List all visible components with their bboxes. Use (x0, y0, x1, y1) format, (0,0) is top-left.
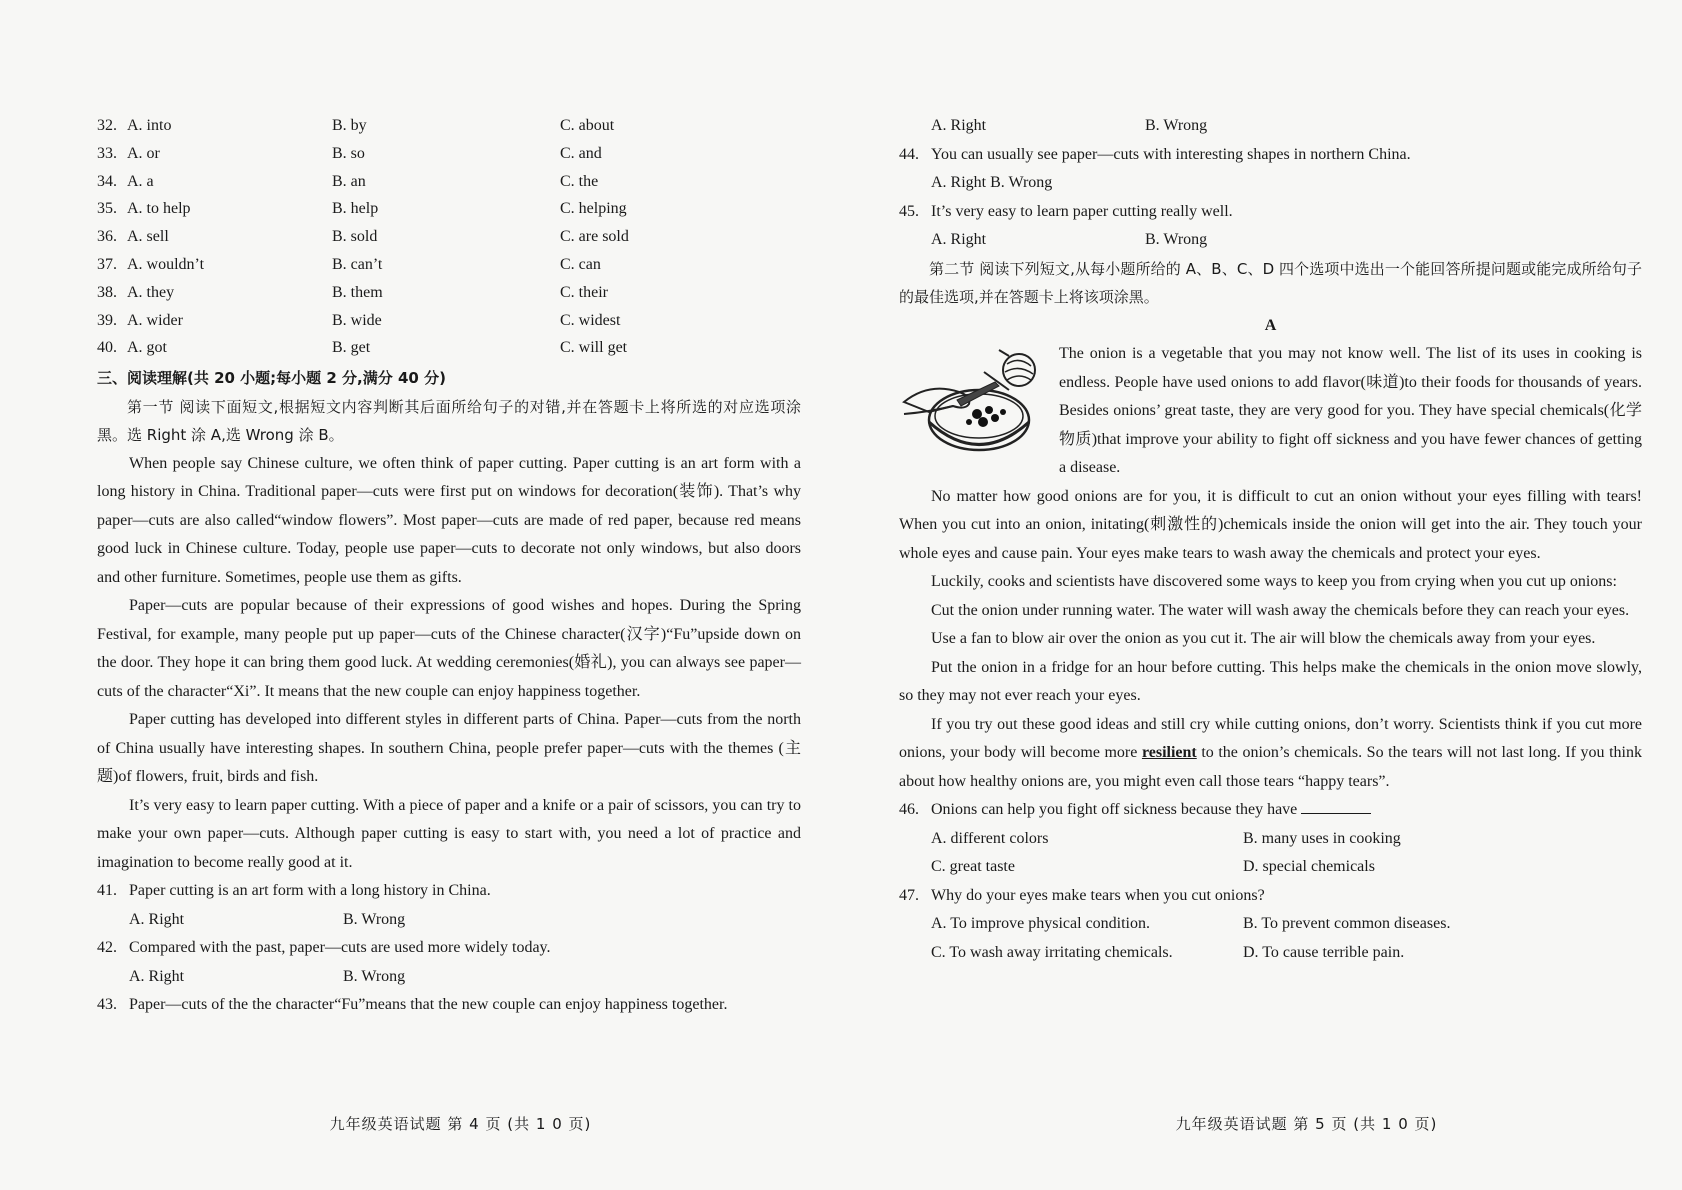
option-b[interactable]: B. help (332, 200, 379, 218)
option-a[interactable]: A. into (127, 117, 172, 134)
section2-instruction: 第二节 阅读下列短文,从每小题所给的 A、B、C、D 四个选项中选出一个能回答所提问题或能完成所给句子的最佳选项,并在答题卡上将该项涂黑。 (899, 259, 1642, 306)
option-row (97, 334, 801, 362)
option-c[interactable]: C. and (560, 144, 602, 162)
option-row (97, 279, 801, 307)
onion-cutting-illustration (899, 342, 1049, 460)
option-b[interactable]: B. them (332, 283, 383, 301)
option-c[interactable]: C. great taste (931, 858, 1015, 875)
option-b[interactable]: B. so (332, 144, 365, 162)
question-number: 36. (97, 228, 117, 246)
passage-paragraph: Paper cutting has developed into different styles in different parts of China. Paper—cuts from the north of China usually have interesting shapes. In southern China, people prefer paper—cuts with the themes (主题)of flowers, fruit, birds and fish. (97, 711, 801, 786)
option-a[interactable]: A. wouldn’t (127, 255, 205, 273)
option-c[interactable]: C. their (560, 283, 608, 301)
passage-paragraph: Cut the onion under running water. The water will wash away the chemicals before they can reach your eyes. (931, 601, 1630, 619)
question-41 (97, 877, 801, 906)
option-a[interactable]: A. a (127, 172, 154, 190)
question-number: 43. (97, 996, 117, 1014)
question-number: 42. (97, 939, 117, 957)
passage-paragraph: No matter how good onions are for you, it is difficult to cut an onion without your eyes filling with tears! When you cut into an onion, initating(刺激性的)chemicals inside the onion will get into the air. They touch your whole eyes and cause pain. Your eyes make tears to wash away the chemicals and protect your eyes. (899, 487, 1642, 562)
option-a[interactable]: A. got (127, 339, 167, 357)
passage-paragraph: Put the onion in a fridge for an hour before cutting. This helps make the chemicals in the onion move slowly, so they may not ever reach your eyes. (899, 658, 1642, 704)
option-c[interactable]: C. will get (560, 339, 628, 357)
text-after-keyword: to the onion’s chemicals. So the tears will not last long. If you think about how healthy onions are, you might even call those tears “happy tears”. (899, 744, 1642, 790)
keyword-resilient: resilient (1141, 744, 1197, 761)
answer-blank (1301, 797, 1371, 814)
question-44 (899, 141, 1642, 170)
option-b[interactable]: B. To prevent common diseases. (1243, 915, 1451, 932)
question-text: It’s very easy to learn paper cutting really well. (931, 202, 1233, 220)
question-text: Paper cutting is an art form with a long history in China. (129, 882, 491, 900)
option-b[interactable]: B. many uses in cooking (1243, 829, 1401, 847)
option-b[interactable]: B. Wrong (1145, 117, 1208, 134)
option-b[interactable]: B. Wrong (343, 967, 406, 985)
passage-paragraph-last (899, 711, 1642, 797)
question-number: 47. (899, 886, 919, 904)
option-row (97, 112, 801, 140)
section1-instruction: 第一节 阅读下面短文,根据短文内容判断其后面所给句子的对错,并在答题卡上将所选的对应选项涂黑。选 Right 涂 A,选 Wrong 涂 B。 (97, 397, 801, 445)
question-45 (899, 198, 1642, 227)
question-text: Why do your eyes make tears when you cut onions? (931, 886, 1265, 904)
option-b[interactable]: B. an (332, 172, 366, 190)
question-47 (899, 882, 1642, 911)
option-a[interactable]: A. or (127, 144, 160, 162)
passage-paragraph: Paper—cuts are popular because of their expressions of good wishes and hopes. During the Spring Festival, for example, many people put up paper—cuts of the Chinese character(汉字)“Fu”upside down on the door. They hope it can bring them good luck. At wedding ceremonies(婚礼), you can always see paper—cuts of the character“Xi”. It means that the new couple can enjoy happiness together. (97, 597, 801, 700)
option-a[interactable]: A. Right (931, 231, 987, 248)
passage-label: A (1264, 316, 1277, 334)
option-b[interactable]: B. wide (332, 311, 382, 329)
question-number: 32. (97, 117, 117, 134)
passage-paragraph: Luckily, cooks and scientists have discovered some ways to keep you from crying when you cut up onions: (931, 573, 1617, 590)
question-number: 39. (97, 311, 117, 329)
page-footer: 九年级英语试题 第 5 页 (共 1 0 页) (1175, 1115, 1438, 1133)
option-row (97, 195, 801, 223)
option-a[interactable]: A. they (127, 283, 175, 301)
answer-row (899, 910, 1642, 939)
question-42 (97, 934, 801, 963)
answer-row (899, 939, 1642, 968)
question-number: 35. (97, 200, 117, 218)
option-c[interactable]: C. are sold (560, 228, 629, 246)
option-c[interactable]: C. about (560, 117, 615, 134)
option-c[interactable]: C. widest (560, 311, 621, 329)
option-a[interactable]: A. sell (127, 228, 169, 246)
option-row (97, 307, 801, 335)
question-text: Onions can help you fight off sickness because they have (931, 801, 1302, 818)
question-number: 38. (97, 283, 117, 301)
option-b[interactable]: B. sold (332, 228, 378, 246)
option-a[interactable]: A. to help (127, 200, 191, 218)
answer-row (97, 963, 801, 992)
question-number: 40. (97, 339, 117, 357)
answer-row (899, 853, 1642, 882)
question-text: You can usually see paper—cuts with interesting shapes in northern China. (931, 145, 1411, 163)
answer-options[interactable]: A. Right B. Wrong (931, 174, 1053, 191)
answer-row (899, 169, 1642, 198)
answer-row (899, 112, 1642, 141)
option-row (97, 251, 801, 279)
option-b[interactable]: B. Wrong (343, 910, 406, 928)
onion-illustration-icon (899, 342, 1049, 460)
option-b[interactable]: B. by (332, 117, 367, 134)
passage-paragraph: Use a fan to blow air over the onion as you cut it. The air will blow the chemicals away from your eyes. (931, 630, 1596, 647)
section-heading: 三、阅读理解(共 20 小题;每小题 2 分,满分 40 分) (97, 369, 446, 388)
option-a[interactable]: A. Right (931, 117, 987, 134)
option-b[interactable]: B. Wrong (1145, 231, 1208, 248)
option-d[interactable]: D. special chemicals (1243, 858, 1375, 875)
text-before-keyword: If you try out these good ideas and still cry while cutting onions, don’t worry. Scientists think if you cut more onions, your body will become more (899, 715, 1642, 761)
question-number: 45. (899, 202, 919, 220)
option-a[interactable]: A. wider (127, 311, 183, 329)
passage-paragraph: It’s very easy to learn paper cutting. With a piece of paper and a knife or a pair of scissors, you can try to make your own paper—cuts. Although paper cutting is easy to start with, you need a lot of practice and imagination to become really good at it. (97, 796, 801, 871)
option-row (97, 223, 801, 251)
passage-paragraph: When people say Chinese culture, we often think of paper cutting. Paper cutting is an art form with a long history in China. Traditional paper—cuts were first put on windows for decoration(装饰). That’s why paper—cuts are also called“window flowers”. Most paper—cuts are made of red paper, because red means good luck in Chinese culture. Today, people use paper—cuts to decorate not only windows, but also doors and other furniture. Sometimes, people use them as gifts. (97, 454, 801, 586)
option-c[interactable]: C. helping (560, 200, 627, 218)
question-number: 46. (899, 801, 919, 818)
option-d[interactable]: D. To cause terrible pain. (1243, 943, 1405, 961)
question-number: 44. (899, 145, 919, 163)
question-43 (97, 991, 801, 1020)
option-c[interactable]: C. To wash away irritating chemicals. (931, 943, 1173, 961)
option-row (97, 168, 801, 196)
passage-paragraph: The onion is a vegetable that you may not know well. The list of its uses in cooking is endless. People have used onions to add flavor(味道)to their foods for thousands of years. Besides onions’ great taste, they are very good for you. They have special chemicals(化学物质)that improve your ability to fight off sickness and you have fewer chances of getting a disease. (1059, 345, 1642, 476)
question-number: 33. (97, 144, 117, 162)
question-text: Compared with the past, paper—cuts are used more widely today. (129, 939, 551, 957)
options-list (97, 112, 801, 362)
answer-row (899, 226, 1642, 255)
question-number: 41. (97, 882, 117, 900)
question-46 (899, 796, 1642, 825)
option-a[interactable]: A. different colors (931, 829, 1049, 847)
answer-row (97, 906, 801, 935)
question-text: Paper—cuts of the the character“Fu”means that the new couple can enjoy happiness together. (129, 996, 728, 1014)
question-number: 34. (97, 172, 117, 190)
option-row (97, 140, 801, 168)
option-a[interactable]: A. Right (129, 910, 185, 928)
option-b[interactable]: B. get (332, 339, 371, 357)
option-a[interactable]: A. To improve physical condition. (931, 915, 1150, 932)
option-c[interactable]: C. the (560, 172, 599, 190)
option-b[interactable]: B. can’t (332, 255, 383, 273)
right-page (841, 0, 1682, 1190)
option-a[interactable]: A. Right (129, 967, 185, 985)
page-footer: 九年级英语试题 第 4 页 (共 1 0 页) (329, 1115, 592, 1133)
option-c[interactable]: C. can (560, 255, 601, 273)
answer-row (899, 825, 1642, 854)
question-number: 37. (97, 255, 117, 273)
